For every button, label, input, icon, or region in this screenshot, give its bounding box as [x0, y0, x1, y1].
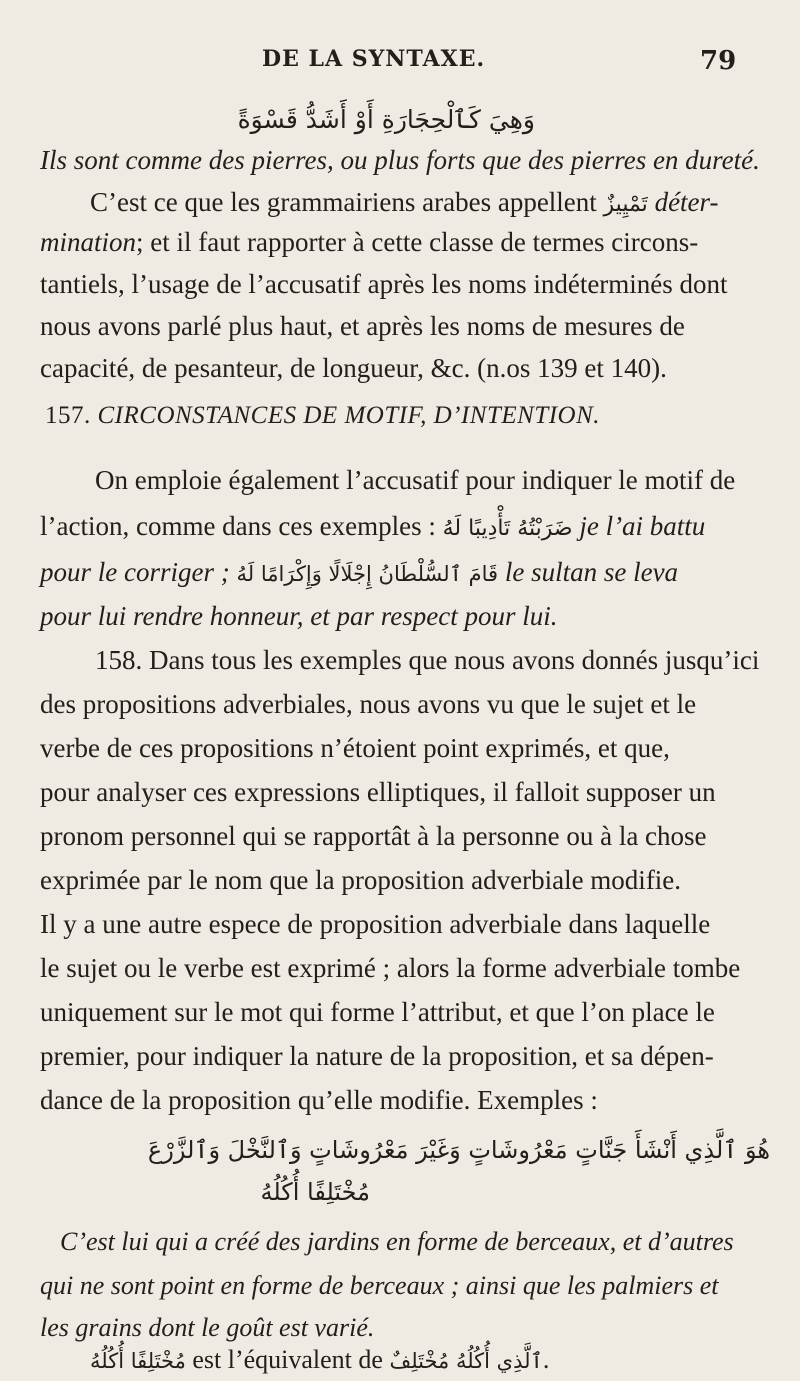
text-line-22: C’est lui qui a créé des jardins en forme de berceaux, et d’autres — [60, 1227, 734, 1256]
text-line-25 — [90, 1340, 800, 1381]
text-line-2-end: déter- — [654, 187, 719, 217]
text-line-13: verbe de ces propositions n’étoient point exprimés, et que, — [40, 733, 670, 763]
page-number: 79 — [700, 46, 737, 76]
text-line-23: qui ne sont point en forme de berceaux ; ainsi que les palmiers et — [40, 1271, 719, 1300]
text-line-9-start: pour le corriger ; — [40, 557, 230, 587]
text-line-20: premier, pour indiquer la nature de la proposition, et sa dépen- — [40, 1041, 714, 1071]
section-title: CIRCONSTANCES DE MOTIF, D’INTENTION. — [97, 402, 601, 429]
running-title: DE LA SYNTAXE. — [262, 46, 486, 72]
text-line-3-rest: ; et il faut rapporter à cette classe de termes circons- — [136, 227, 699, 257]
text-line-3-term: mination — [40, 227, 137, 257]
arabic-verse-1: وَهِيَ كَٱلْحِجَارَةِ أَوْ أَشَدُّ قَسْوَةً — [237, 105, 535, 134]
text-line-11: 158. Dans tous les exemples que nous avons donnés jusqu’ici — [95, 645, 760, 675]
text-line-8 — [40, 506, 770, 549]
arabic-term-b: ٱلَّذِي أُكُلُهُ مُخْتَلِفٌ — [389, 1349, 543, 1373]
section-number: 157. — [45, 402, 91, 429]
page-header — [0, 42, 800, 88]
arabic-term-tamyiz: تَمْيِيزٌ — [603, 192, 648, 217]
text-line-2-start: C’est ce que les grammairiens arabes appellent — [90, 187, 597, 217]
text-line-12: des propositions adverbiales, nous avons vu que le sujet et le — [40, 689, 697, 719]
text-line-15: pronom personnel qui se rapportât à la personne ou à la chose — [40, 821, 707, 851]
text-line-19: uniquement sur le mot qui forme l’attribut, et que l’on place le — [40, 997, 715, 1027]
text-line-3 — [40, 222, 770, 262]
text-line-21: dance de la proposition qu’elle modifie. Exemples : — [40, 1085, 598, 1115]
arabic-example-1: ضَرَبْتُهُ تَأْدِيبًا لَهُ — [442, 516, 573, 541]
arabic-verse-3: مُخْتَلِفًا أُكُلُهُ — [260, 1178, 370, 1206]
arabic-verse-2: هُوَ ٱلَّذِي أَنْشَأَ جَنَّاتٍ مَعْرُوشَاتٍ وَغَيْرَ مَعْرُوشَاتٍ وَٱلنَّخْلَ وَٱلزَّرْعَ — [147, 1136, 770, 1164]
text-line-5: nous avons parlé plus haut, et après les noms de mesures de — [40, 311, 685, 341]
text-line-25-end: . — [542, 1345, 550, 1374]
text-line-8-gloss: je l’ai battu — [579, 511, 706, 541]
text-line-9 — [40, 552, 770, 594]
arabic-example-2: قَامَ ٱلسُّلْطَانُ إِجْلَالًا وَإِكْرَامًا لَهُ — [236, 562, 499, 586]
text-line-16: exprimée par le nom que la proposition adverbiale modifie. — [40, 865, 682, 895]
text-line-7: On emploie également l’accusatif pour indiquer le motif de — [95, 465, 736, 495]
section-heading — [45, 402, 765, 430]
text-line-4: tantiels, l’usage de l’accusatif après les noms indéterminés dont — [40, 269, 728, 299]
text-line-10: pour lui rendre honneur, et par respect pour lui. — [40, 601, 558, 631]
text-line-18: le sujet ou le verbe est exprimé ; alors la forme adverbiale tombe — [40, 953, 741, 983]
text-line-17: Il y a une autre espece de proposition adverbiale dans laquelle — [40, 909, 711, 939]
text-line-2 — [90, 182, 800, 225]
text-line-6: capacité, de pesanteur, de longueur, &c. (n.os 139 et 140). — [40, 353, 667, 383]
text-line-24: les grains dont le goût est varié. — [40, 1313, 375, 1342]
text-line-14: pour analyser ces expressions elliptiques, il falloit supposer un — [40, 777, 716, 807]
text-line-8-start: l’action, comme dans ces exemples : — [40, 511, 436, 541]
text-line-25-mid: est l’équivalent de — [192, 1345, 383, 1374]
text-line-9-gloss: le sultan se leva — [504, 557, 679, 587]
arabic-term-a: مُخْتَلِفًا أُكُلُهُ — [90, 1349, 186, 1373]
text-line-1: Ils sont comme des pierres, ou plus forts que des pierres en dureté. — [40, 145, 760, 175]
